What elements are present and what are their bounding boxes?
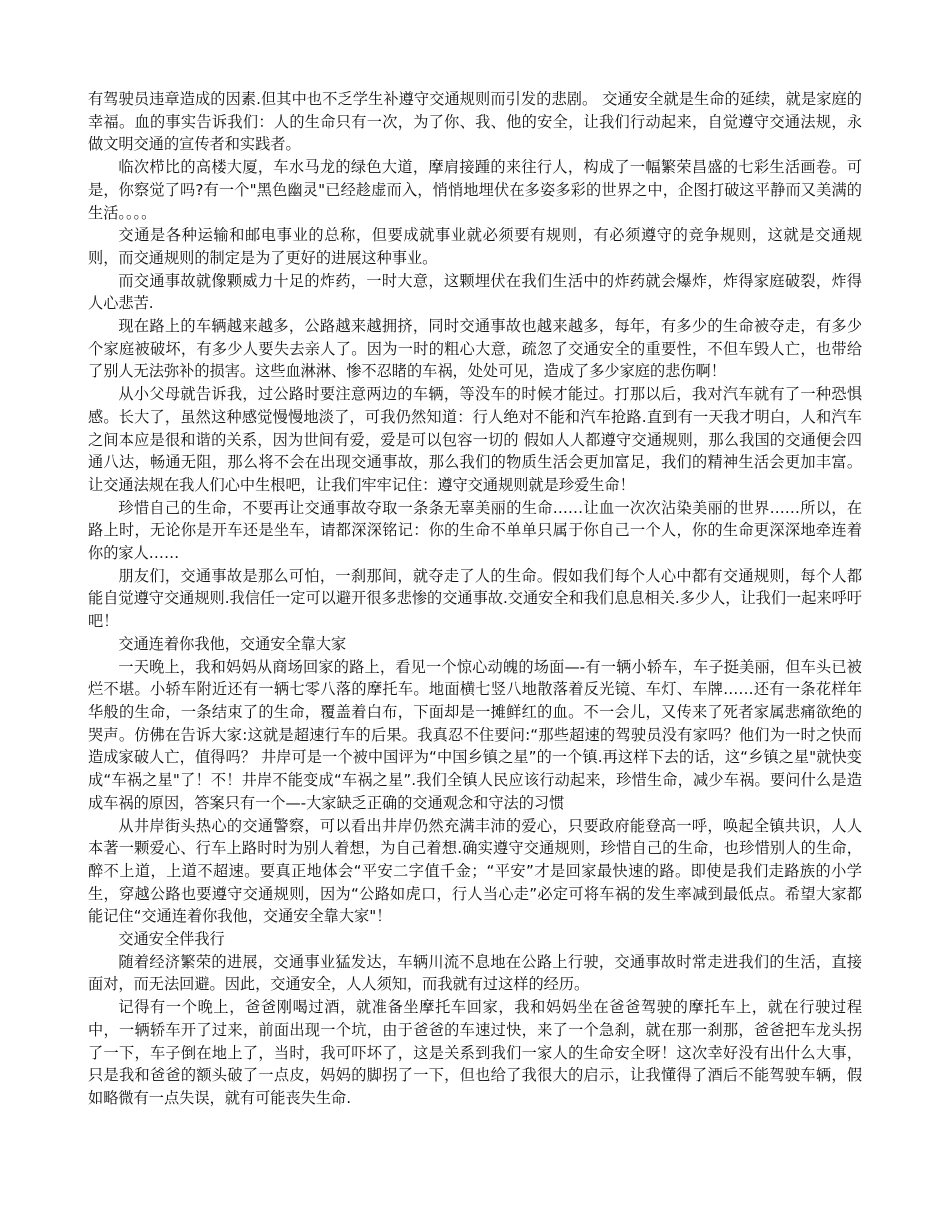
- document-body: [88, 88, 862, 1110]
- paragraph-explosive: 而交通事故就像颗威力十足的炸药，一时大意，这颗埋伏在我们生活中的炸药就会爆炸，炸得家庭破裂，炸得人心悲苦.: [88, 271, 862, 313]
- paragraph-friends: 朋友们，交通事故是那么可怕，一刹那间，就夺走了人的生命。假如我们每个人心中都有交通规则，每个人都能自觉遵守交通规则.我信任一定可以避开很多悲惨的交通事故.交通安全和我们息息相关.多少人，让我们一起来呼吁吧！: [88, 566, 862, 631]
- paragraph-cherish-life: 珍惜自己的生命，不要再让交通事故夺取一条条无辜美丽的生命……让血一次次沾染美丽的世界……所以，在路上时，无论你是开车还是坐车，请都深深铭记：你的生命不单单只属于你自己一个人，你的生命更深深地牵连着你的家人……: [88, 498, 862, 563]
- paragraph-traffic-rules: 交通是各种运输和邮电事业的总称，但要成就事业就必须要有规则，有必须遵守的竞争规则，这就是交通规则，而交通规则的制定是为了更好的进展这种事业。: [88, 226, 862, 267]
- paragraph-city-scene: 临次栉比的高楼大厦，车水马龙的绿色大道，摩肩接踵的来往行人，构成了一幅繁荣昌盛的七彩生活画卷。可是，你察觉了吗?有一个"黑色幽灵"已经趁虚而入，悄悄地埋伏在多姿多彩的世界之中，企图打破这平静而又美满的生活。。。。: [88, 158, 862, 222]
- section-heading-2: 交通安全伴我行: [118, 930, 225, 949]
- paragraph-economy: 随着经济繁荣的进展，交通事业猛发达，车辆川流不息地在公路上行驶，交通事故时常走进我们的生活，直接面对，而无法回避。因此，交通安全，人人须知，而我就有过这样的经历。: [88, 952, 862, 994]
- section-heading-1: 交通连着你我他，交通安全靠大家: [118, 634, 347, 653]
- paragraph-childhood: 从小父母就告诉我，过公路时要注意两边的车辆，等没车的时候才能过。打那以后，我对汽车就有了一种恐惧感。长大了，虽然这种感觉慢慢地淡了，可我仍然知道：行人绝对不能和汽车抢路.直到有一天我才明白，人和汽车之间本应是很和谐的关系，因为世间有爱，爱是可以包容一切的 假如人人都遵守交通规则，那么我国的交通便会四通八达，畅通无阻，那么将不会在出现交通事故，那么我们的物质生活会更加富足，我们的精神生活会更加丰富。让交通法规在我人们心中生根吧，让我们牢牢记住：遵守交通规则就是珍爱生命！: [88, 385, 862, 494]
- paragraph-personal-story: 记得有一个晚上，爸爸刚喝过酒，就准备坐摩托车回家，我和妈妈坐在爸爸驾驶的摩托车上，就在行驶过程中，一辆轿车开了过来，前面出现一个坑，由于爸爸的车速过快，来了一个急刹，就在那一刹那，爸爸把车龙头拐了一下，车子倒在地上了，当时，我可吓坏了，这是关系到我们一家人的生命安全呀！这次幸好没有出什么大事，只是我和爸爸的额头破了一点皮，妈妈的脚拐了一下，但也给了我很大的启示，让我懂得了酒后不能驾驶车辆，假如略微有一点失误，就有可能丧失生命.: [88, 998, 862, 1107]
- paragraph-traffic-police: 从井岸街头热心的交通警察，可以看出井岸仍然充满丰沛的爱心，只要政府能登高一呼，唤起全镇共识，人人本著一颗爱心、行车上路时时为别人着想，为自己着想.确实遵守交通规则，珍惜自己的生命，也珍惜别人的生命，醉不上道，上道不超速。要真正地体会“平安二字值千金；“平安”才是回家最快速的路。即使是我们走路族的小学生，穿越公路也要遵守交通规则，因为“公路如虎口，行人当心走”必定可将车祸的发生率减到最低点。希望大家都能记住“交通连着你我他，交通安全靠大家"！: [88, 816, 862, 926]
- paragraph-accident-scene: 一天晚上，我和妈妈从商场回家的路上，看见一个惊心动魄的场面—-有一辆小轿车，车子挺美丽，但车头已被烂不堪。小轿车附近还有一辆七零八落的摩托车。地面横七竖八地散落着反光镜、车灯、车牌……还有一条花样年华般的生命，一条结束了的生命，覆盖着白布，下面却是一摊鲜红的血。不一会儿，又传来了死者家属悲痛欲绝的哭声。仿佛在告诉大家:这就是超速行车的后果。我真忍不住要问:“那些超速的驾驶员没有家吗？他们为一时之快而造成家破人亡，值得吗？ 井岸可是一个被中国评为“中国乡镇之星”的一个镇.再这样下去的话，这“乡镇之星"就快变成“车祸之星"了！不！井岸不能变成“车祸之星”.我们全镇人民应该行动起来，珍惜生命，减少车祸。要问什么是造成车祸的原因，答案只有一个—-大家缺乏正确的交通观念和守法的习惯: [88, 657, 862, 812]
- paragraph-intro: 有驾驶员违章造成的因素.但其中也不乏学生补遵守交通规则而引发的悲剧。 交通安全就是生命的延续，就是家庭的幸福。血的事实告诉我们：人的生命只有一次，为了你、我、他的安全，让我们行动起来，自觉遵守交通法规，永做文明交通的宣传者和实践者。: [88, 90, 862, 154]
- paragraph-more-cars: 现在路上的车辆越来越多，公路越来越拥挤，同时交通事故也越来越多，每年，有多少的生命被夺走，有多少个家庭被破坏，有多少人要失去亲人了。因为一时的粗心大意，疏忽了交通安全的重要性，不但车毁人亡，也带给了别人无法弥补的损害。这些血淋淋、惨不忍睹的车祸，处处可见，造成了多少家庭的悲伤啊！: [88, 317, 862, 381]
